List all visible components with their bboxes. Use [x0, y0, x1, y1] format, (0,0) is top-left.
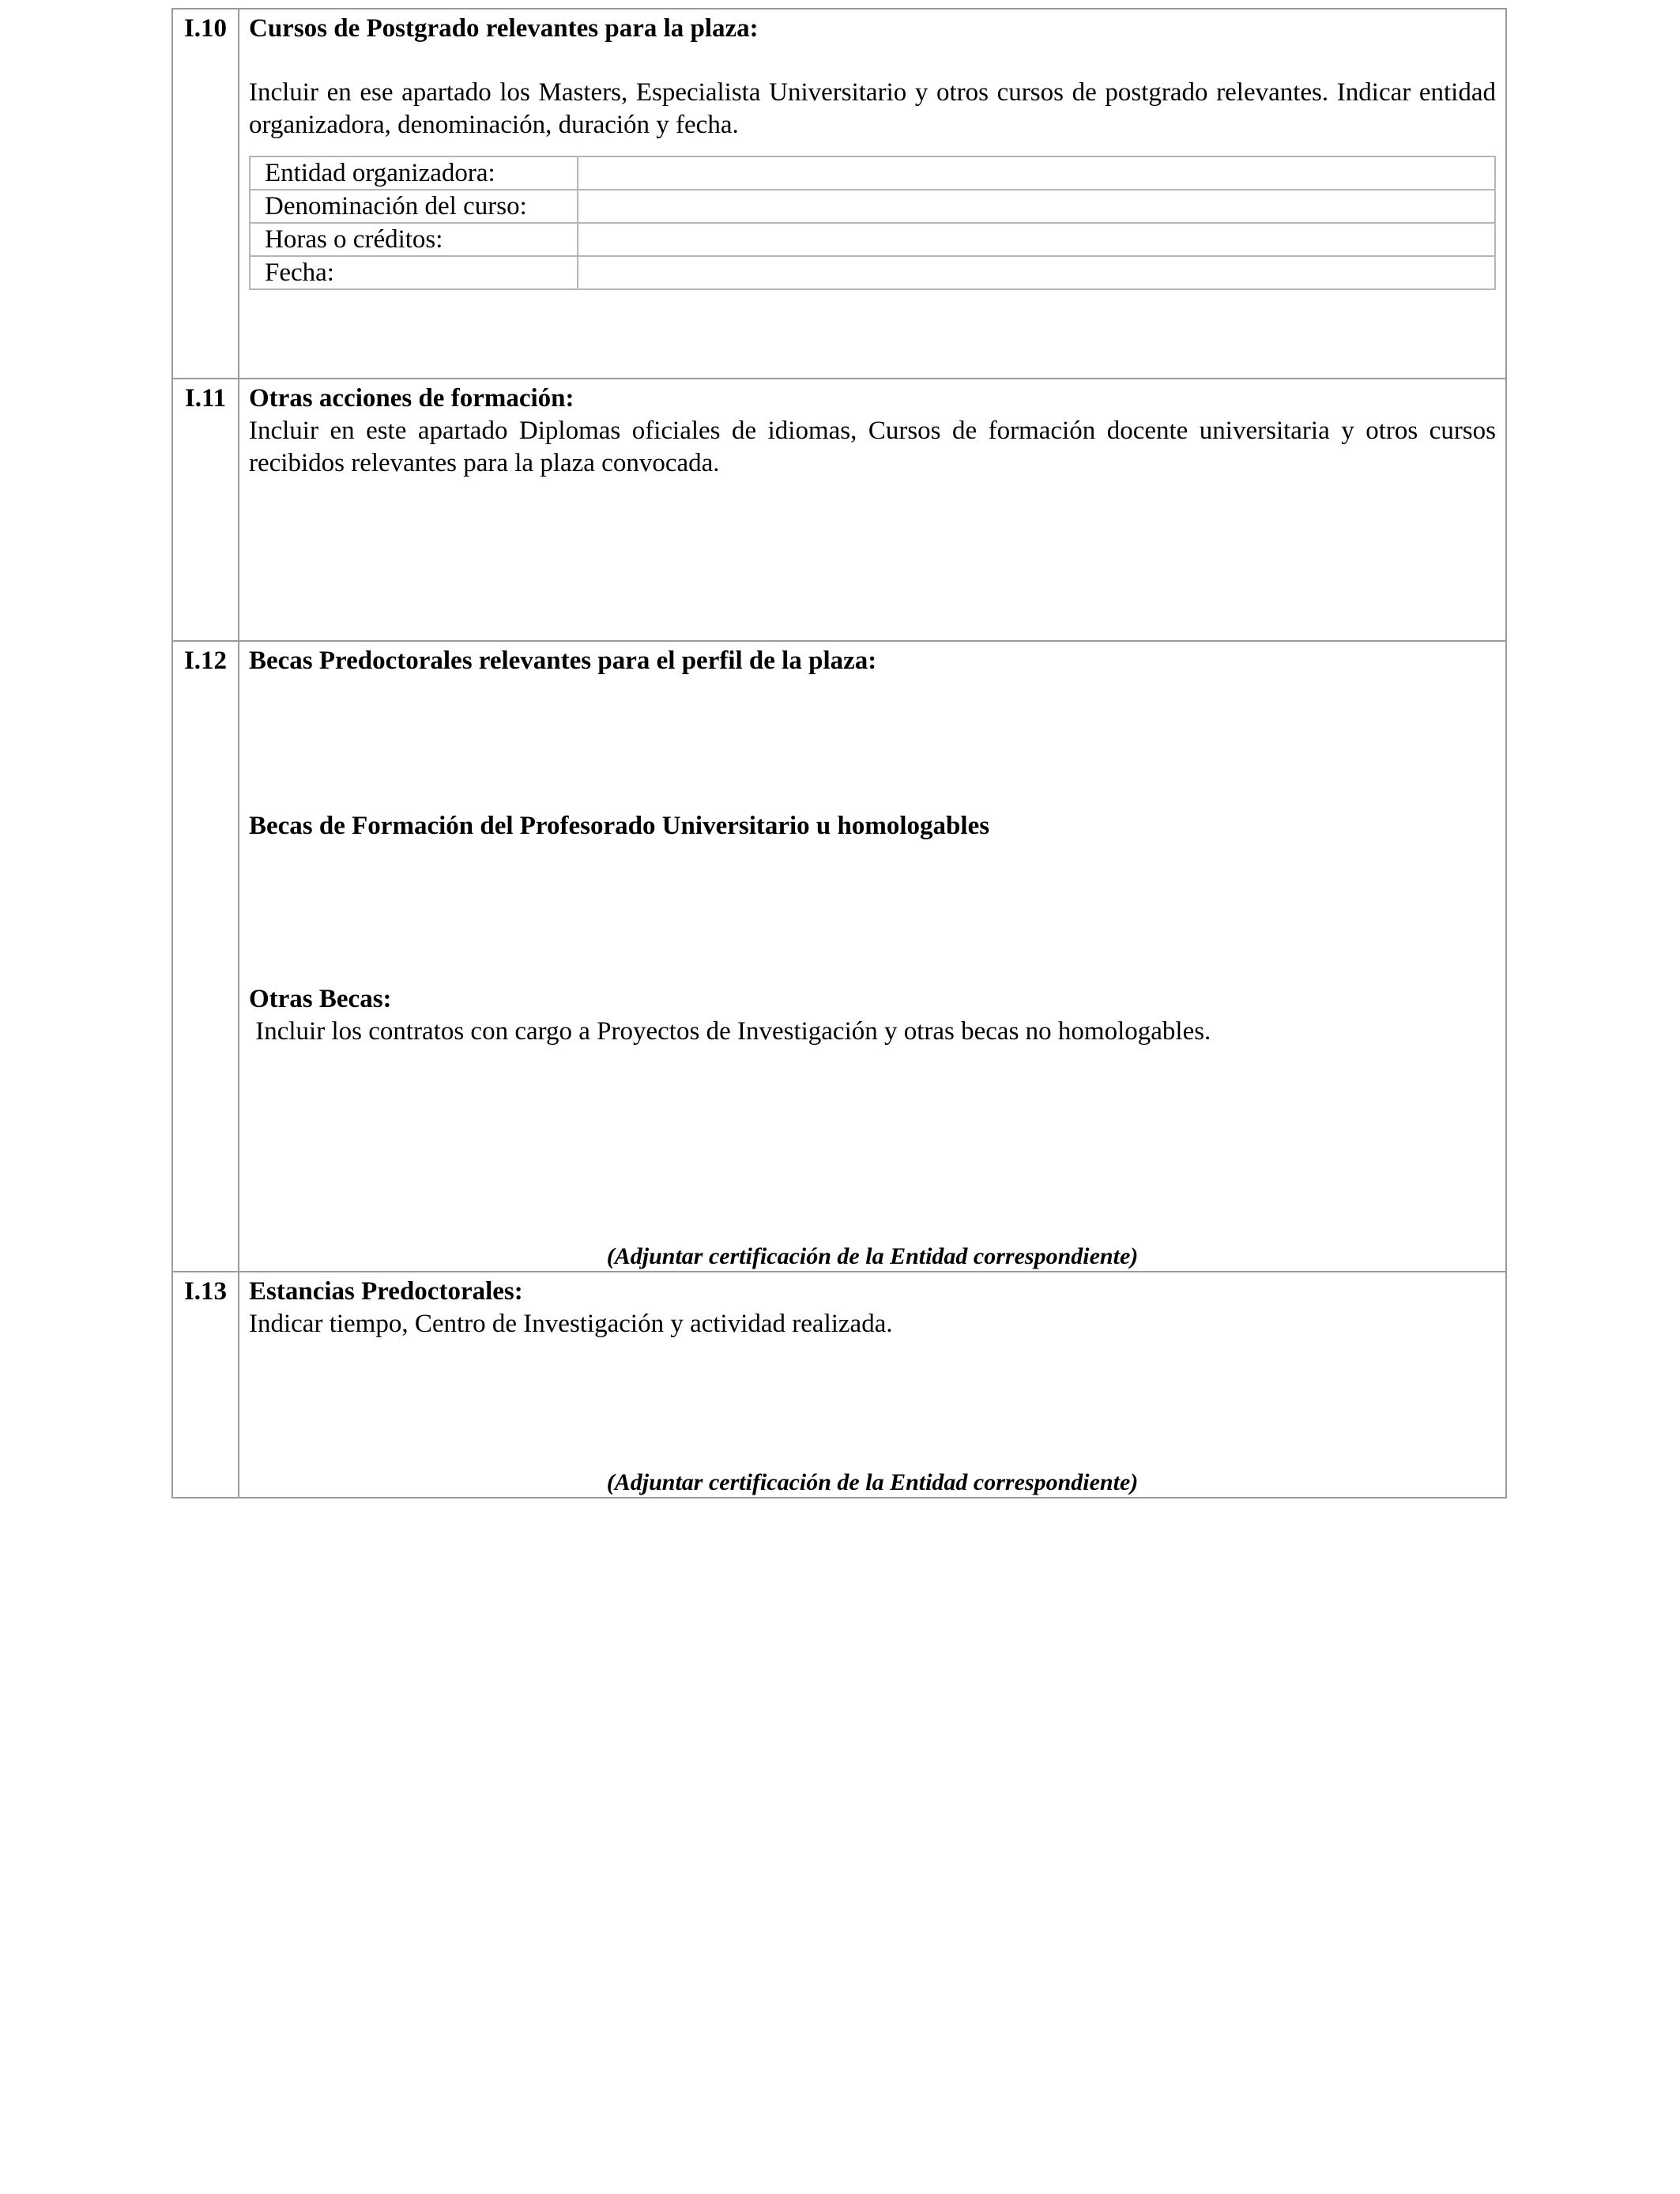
field-row	[250, 223, 1495, 256]
field-label: Denominación del curso:	[250, 190, 578, 223]
field-value[interactable]	[578, 156, 1495, 190]
section-number: I.12	[172, 641, 239, 1272]
section-row-i10	[172, 9, 1506, 379]
fpu-subtitle: Becas de Formación del Profesorado Universitario u homologables	[249, 812, 990, 840]
section-number: I.10	[172, 9, 239, 379]
section-description: Indicar tiempo, Centro de Investigación y actividad realizada.	[249, 1310, 893, 1338]
section-description: Incluir en ese apartado los Masters, Especialista Universitario y otros cursos de postgrado relevantes. Indicar entidad organizadora, denominación, duración y fecha.	[249, 78, 1496, 139]
postgrado-fields-table	[249, 156, 1496, 290]
section-title: Cursos de Postgrado relevantes para la plaza:	[249, 14, 759, 43]
section-number: I.11	[172, 379, 239, 641]
field-value[interactable]	[578, 190, 1495, 223]
spacer	[249, 843, 1496, 983]
section-title: Becas Predoctorales relevantes para el perfil de la plaza:	[249, 647, 877, 675]
section-row-i13	[172, 1272, 1506, 1498]
section-content	[239, 9, 1506, 379]
section-number: I.13	[172, 1272, 239, 1498]
field-value[interactable]	[578, 256, 1495, 289]
other-becas-description: Incluir los contratos con cargo a Proyectos de Investigación y otras becas no homologables.	[249, 1017, 1211, 1046]
field-label: Entidad organizadora:	[250, 156, 578, 190]
field-row	[250, 156, 1495, 190]
field-label: Horas o créditos:	[250, 223, 578, 256]
field-row	[250, 256, 1495, 289]
spacer	[249, 677, 1496, 810]
section-row-i11	[172, 379, 1506, 641]
section-content	[239, 641, 1506, 1272]
field-label: Fecha:	[250, 256, 578, 289]
certification-note: (Adjuntar certificación de la Entidad correspondiente)	[606, 1469, 1139, 1495]
cv-form-table	[171, 8, 1507, 1498]
section-description: Incluir en este apartado Diplomas oficiales de idiomas, Cursos de formación docente universitaria y otros cursos recibidos relevantes para la plaza convocada.	[249, 417, 1496, 477]
spacer	[249, 45, 1496, 77]
other-becas-subtitle: Otras Becas:	[249, 985, 392, 1013]
section-row-i12	[172, 641, 1506, 1272]
field-row	[250, 190, 1495, 223]
section-title: Otras acciones de formación:	[249, 384, 574, 413]
certification-note: (Adjuntar certificación de la Entidad correspondiente)	[606, 1243, 1139, 1269]
section-title: Estancias Predoctorales:	[249, 1277, 523, 1306]
section-content	[239, 379, 1506, 641]
field-value[interactable]	[578, 223, 1495, 256]
section-content	[239, 1272, 1506, 1498]
